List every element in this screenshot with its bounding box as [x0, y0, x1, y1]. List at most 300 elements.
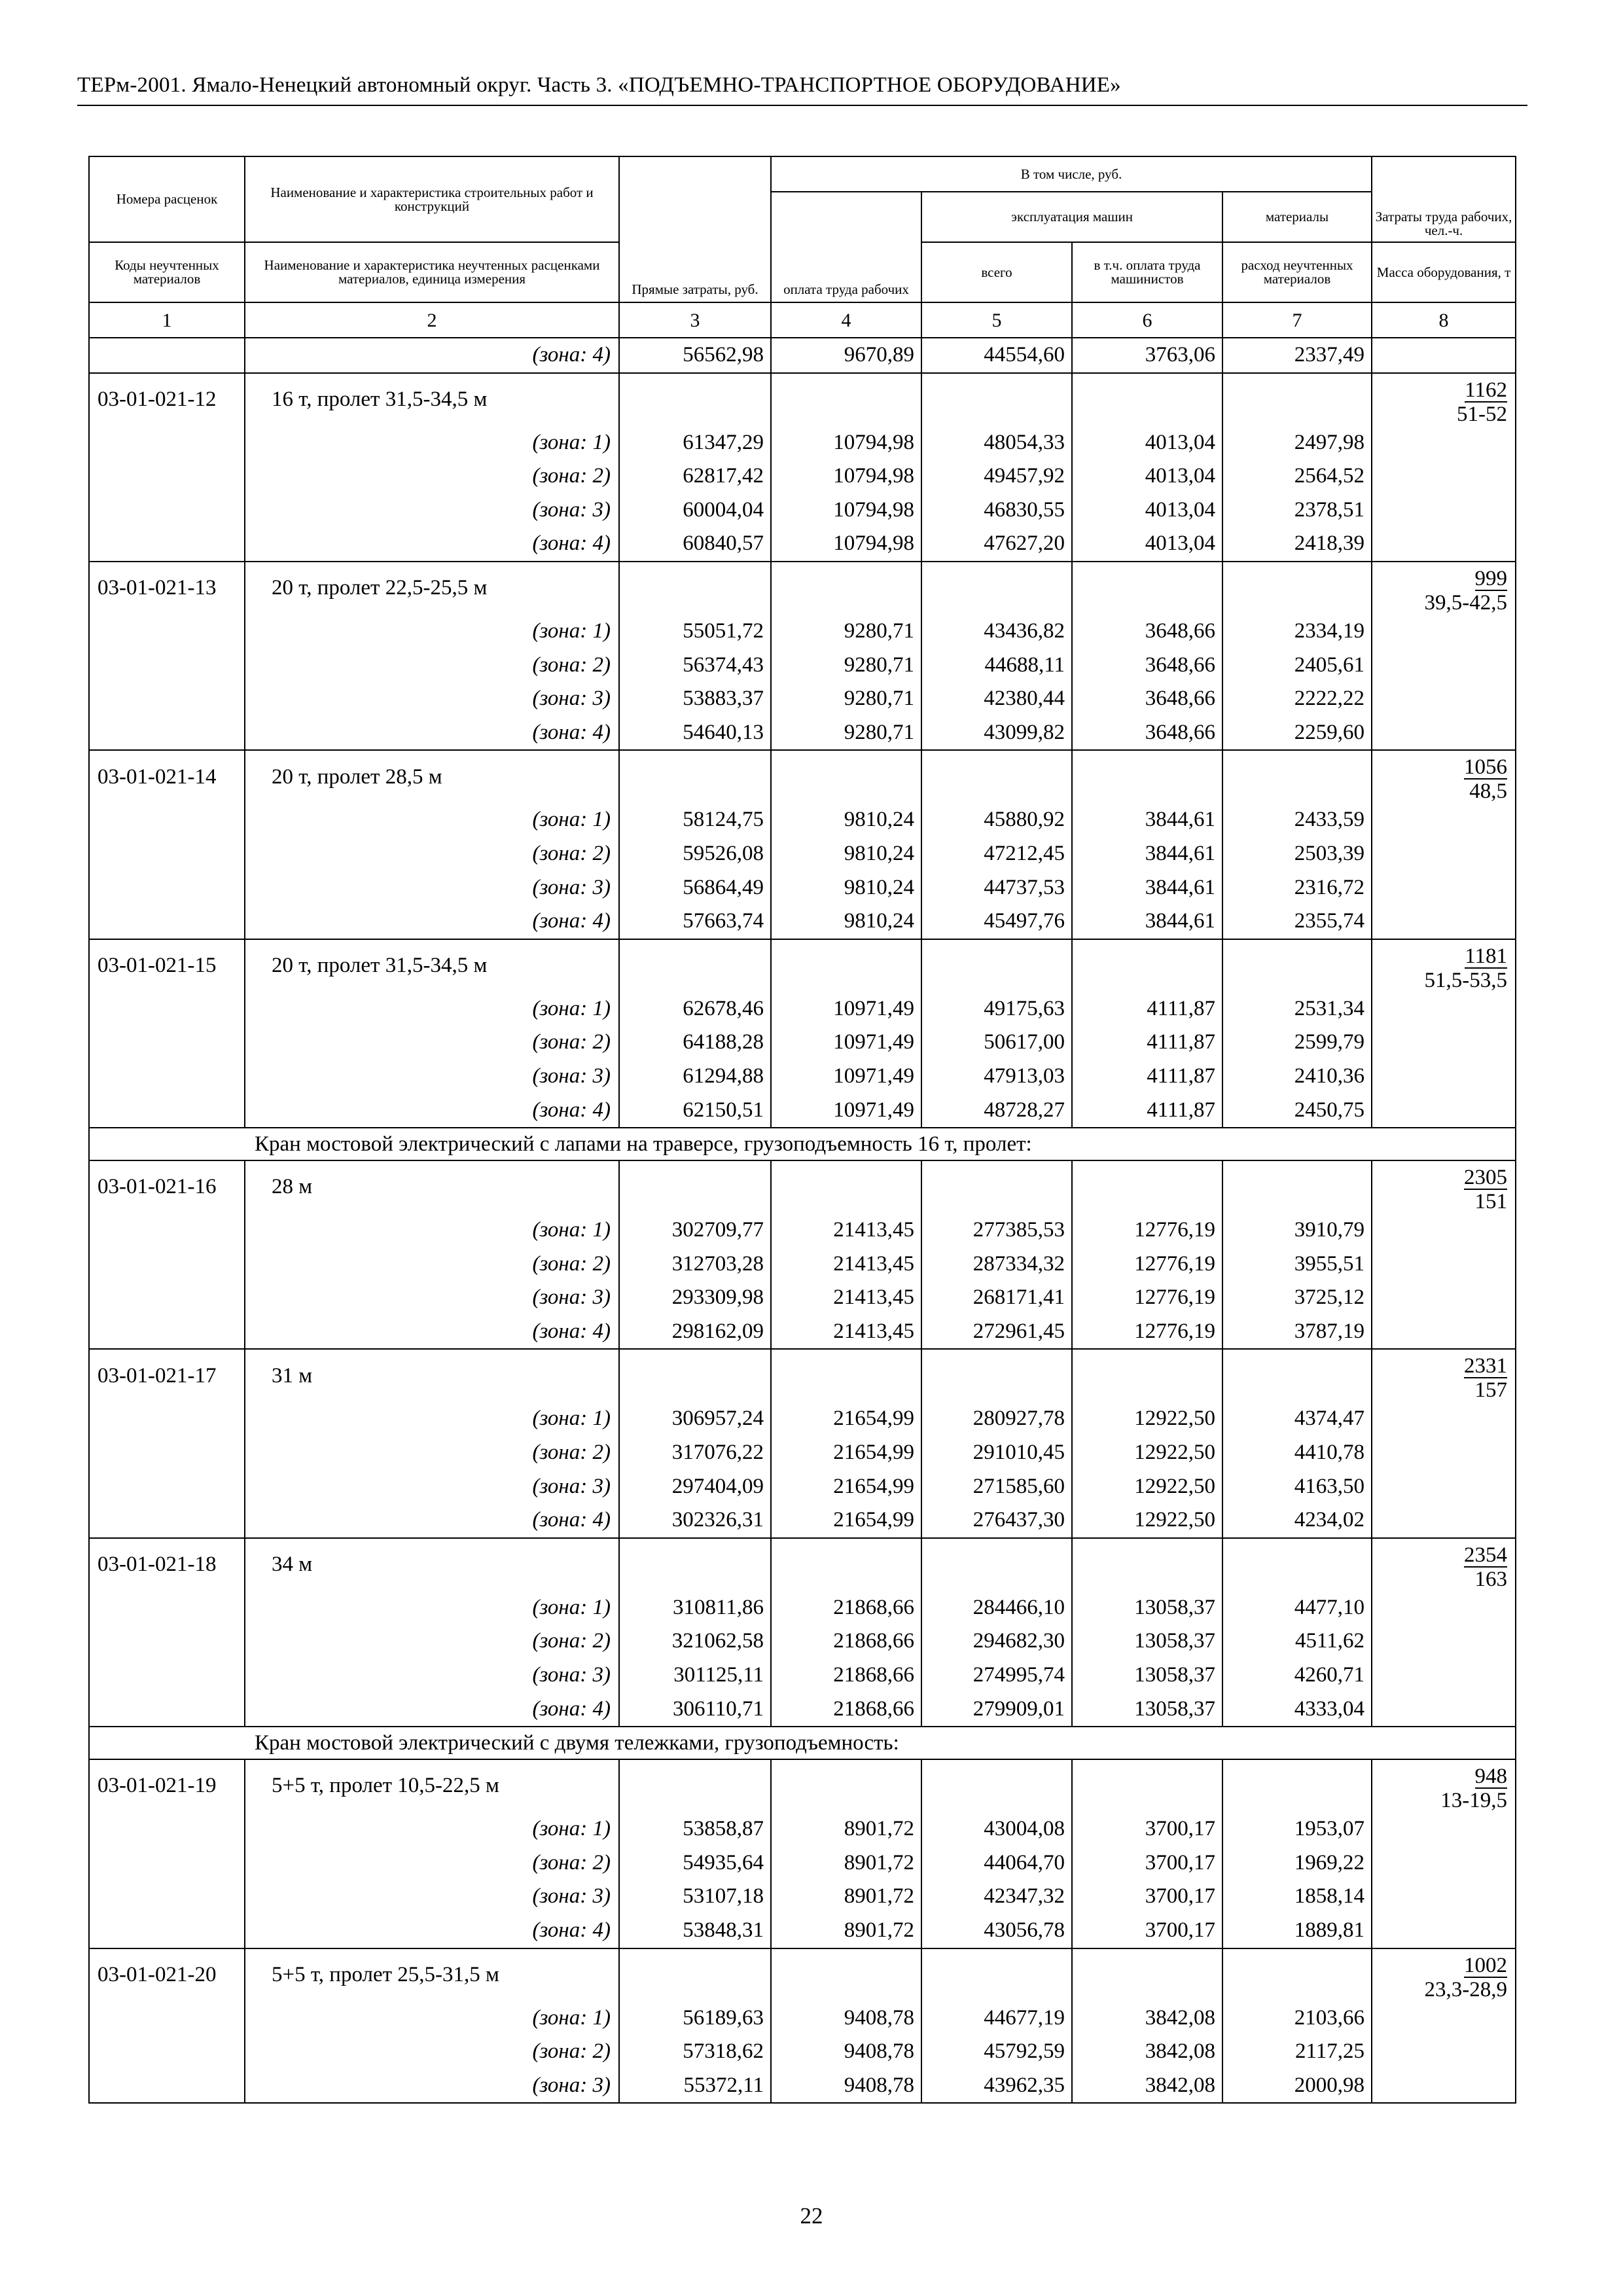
- zone-label: (зона: 3): [245, 1060, 619, 1094]
- materials-cost: 2103,66: [1222, 2001, 1372, 2036]
- rate-code: 03-01-021-14: [89, 750, 245, 803]
- labor-hours: 2305: [1464, 1161, 1507, 1190]
- materials-cost: 2418,39: [1222, 527, 1372, 562]
- col-number: 4: [771, 302, 921, 338]
- section-row: [89, 1727, 1516, 1759]
- empty-cell: [89, 1693, 245, 1727]
- machines-cost: 43436,82: [921, 615, 1072, 649]
- empty-cell: [1372, 1914, 1516, 1948]
- labor-cost: 9810,24: [771, 803, 921, 837]
- empty-cell: [89, 493, 245, 528]
- labor-cost: 9280,71: [771, 716, 921, 751]
- rate-code: 03-01-021-19: [89, 1759, 245, 1812]
- empty-cell: [1372, 1436, 1516, 1470]
- empty-cell: [619, 1948, 771, 2001]
- empty-cell: [771, 1349, 921, 1402]
- machines-cost: 48054,33: [921, 426, 1072, 460]
- zone-row: [89, 837, 1516, 871]
- machines-cost: 47913,03: [921, 1060, 1072, 1094]
- empty-cell: [1372, 1693, 1516, 1727]
- machines-cost: 44064,70: [921, 1846, 1072, 1880]
- empty-cell: [1222, 1948, 1372, 2001]
- labor-mass-cell: [1372, 1349, 1516, 1402]
- empty-cell: [1372, 1880, 1516, 1914]
- zone-label: (зона: 3): [245, 2069, 619, 2104]
- labor-hours: 2354: [1464, 1539, 1507, 1568]
- col2-top-header: Наименование и характеристика строительных работ и конструкций: [245, 156, 619, 242]
- direct-cost: 60840,57: [619, 527, 771, 562]
- rate-name: 28 м: [245, 1160, 619, 1213]
- empty-cell: [1372, 871, 1516, 905]
- materials-cost: 1969,22: [1222, 1846, 1372, 1880]
- empty-cell: [1372, 2001, 1516, 2036]
- machines-cost: 271585,60: [921, 1470, 1072, 1504]
- machinists-cost: 4111,87: [1072, 1094, 1222, 1128]
- empty-cell: [1072, 1948, 1222, 2001]
- col-number: 7: [1222, 302, 1372, 338]
- zone-row: [89, 649, 1516, 683]
- rate-name: 5+5 т, пролет 10,5-22,5 м: [245, 1759, 619, 1812]
- zone-label: (зона: 2): [245, 649, 619, 683]
- materials-cost: 4477,10: [1222, 1591, 1372, 1625]
- empty-cell: [89, 1846, 245, 1880]
- item-row: [89, 939, 1516, 992]
- zone-row: [89, 1402, 1516, 1436]
- empty-cell: [1372, 1470, 1516, 1504]
- machinists-cost: 13058,37: [1072, 1624, 1222, 1659]
- zone-row: [89, 1060, 1516, 1094]
- zone-label: (зона: 1): [245, 992, 619, 1026]
- empty-cell: [1372, 2069, 1516, 2104]
- empty-cell: [1072, 1538, 1222, 1591]
- labor-cost: 21654,99: [771, 1503, 921, 1538]
- zone-label: (зона: 1): [245, 1402, 619, 1436]
- zone-row: [89, 338, 1516, 373]
- direct-cost: 321062,58: [619, 1624, 771, 1659]
- empty-cell: [89, 1914, 245, 1948]
- machines-cost: 47212,45: [921, 837, 1072, 871]
- zone-label: (зона: 4): [245, 716, 619, 751]
- labor-cost: 21654,99: [771, 1436, 921, 1470]
- direct-cost: 56562,98: [619, 338, 771, 373]
- direct-cost: 55372,11: [619, 2069, 771, 2104]
- materials-cost: 2000,98: [1222, 2069, 1372, 2104]
- machines-cost: 42347,32: [921, 1880, 1072, 1914]
- direct-cost: 61294,88: [619, 1060, 771, 1094]
- empty-cell: [89, 527, 245, 562]
- labor-hours: 2331: [1464, 1350, 1507, 1378]
- zone-label: (зона: 2): [245, 459, 619, 493]
- zone-label: (зона: 3): [245, 1470, 619, 1504]
- materials-cost: 2259,60: [1222, 716, 1372, 751]
- direct-cost: 56374,43: [619, 649, 771, 683]
- zone-row: [89, 426, 1516, 460]
- empty-cell: [1222, 1759, 1372, 1812]
- labor-mass-cell: [1372, 562, 1516, 615]
- zone-row: [89, 1846, 1516, 1880]
- in-total-header: В том числе, руб.: [771, 156, 1372, 192]
- empty-cell: [1372, 459, 1516, 493]
- labor-cost: 21868,66: [771, 1693, 921, 1727]
- zone-label: (зона: 3): [245, 1659, 619, 1693]
- labor-hours: 948: [1475, 1760, 1508, 1789]
- materials-cost: 2337,49: [1222, 338, 1372, 373]
- page-header: ТЕРм-2001. Ямало-Ненецкий автономный округ. Часть 3. «ПОДЪЕМНО-ТРАНСПОРТНОЕ ОБОРУДОВАНИЕ»: [77, 73, 1121, 97]
- empty-cell: [921, 373, 1072, 426]
- labor-cost: 9280,71: [771, 615, 921, 649]
- labor-mass-cell: [1372, 1160, 1516, 1213]
- empty-cell: [1222, 373, 1372, 426]
- machines-cost: 277385,53: [921, 1213, 1072, 1247]
- empty-cell: [1222, 1349, 1372, 1402]
- labor-cost: 9280,71: [771, 649, 921, 683]
- materials-cost: 2405,61: [1222, 649, 1372, 683]
- col-number: 1: [89, 302, 245, 338]
- empty-cell: [89, 716, 245, 751]
- machinists-cost: 3700,17: [1072, 1880, 1222, 1914]
- empty-cell: [771, 1948, 921, 2001]
- machinists-cost: 4111,87: [1072, 1060, 1222, 1094]
- machines-cost: 279909,01: [921, 1693, 1072, 1727]
- machines-cost: 287334,32: [921, 1247, 1072, 1282]
- machines-cost: 47627,20: [921, 527, 1072, 562]
- empty-cell: [89, 1659, 245, 1693]
- materials-cost: 4234,02: [1222, 1503, 1372, 1538]
- equipment-mass: 51-52: [1457, 402, 1508, 426]
- labor-cost: 8901,72: [771, 1846, 921, 1880]
- labor-mass-cell: [1372, 939, 1516, 992]
- machines-cost: 280927,78: [921, 1402, 1072, 1436]
- zone-label: (зона: 2): [245, 1846, 619, 1880]
- zone-row: [89, 1591, 1516, 1625]
- rate-name: 20 т, пролет 22,5-25,5 м: [245, 562, 619, 615]
- machinists-cost: 12922,50: [1072, 1503, 1222, 1538]
- empty-cell: [1372, 1281, 1516, 1315]
- direct-cost: 297404,09: [619, 1470, 771, 1504]
- empty-cell: [619, 1538, 771, 1591]
- direct-cost: 306957,24: [619, 1402, 771, 1436]
- empty-cell: [89, 1402, 245, 1436]
- direct-cost: 302709,77: [619, 1213, 771, 1247]
- col1-top-header: Номера расценок: [89, 156, 245, 242]
- col1-bottom-header: Коды неучтенных материалов: [89, 242, 245, 302]
- direct-cost: 301125,11: [619, 1659, 771, 1693]
- item-row: [89, 562, 1516, 615]
- materials-cost: 1889,81: [1222, 1914, 1372, 1948]
- direct-cost: 56189,63: [619, 2001, 771, 2036]
- empty-cell: [1372, 1402, 1516, 1436]
- equipment-mass: 151: [1474, 1190, 1508, 1214]
- empty-cell: [1372, 2035, 1516, 2069]
- zone-label: (зона: 4): [245, 338, 619, 373]
- zone-label: (зона: 2): [245, 1624, 619, 1659]
- empty-cell: [1372, 682, 1516, 716]
- machinists-cost: 4013,04: [1072, 493, 1222, 528]
- labor-cost: 9408,78: [771, 2001, 921, 2036]
- empty-cell: [1072, 1160, 1222, 1213]
- direct-cost: 62678,46: [619, 992, 771, 1026]
- machines-cost: 43099,82: [921, 716, 1072, 751]
- section-title: Кран мостовой электрический с лапами на траверсе, грузоподъемность 16 т, пролет:: [89, 1128, 1516, 1160]
- zone-label: (зона: 3): [245, 682, 619, 716]
- zone-row: [89, 1094, 1516, 1128]
- zone-label: (зона: 4): [245, 1315, 619, 1350]
- machinists-cost: 3700,17: [1072, 1914, 1222, 1948]
- direct-cost: 62150,51: [619, 1094, 771, 1128]
- empty-cell: [1222, 939, 1372, 992]
- empty-cell: [1372, 1026, 1516, 1060]
- machines-total-header: всего: [921, 242, 1072, 302]
- zone-label: (зона: 4): [245, 1094, 619, 1128]
- machines-cost: 44677,19: [921, 2001, 1072, 2036]
- direct-cost: 310811,86: [619, 1591, 771, 1625]
- machines-cost: 43962,35: [921, 2069, 1072, 2104]
- labor-cost: 21654,99: [771, 1470, 921, 1504]
- empty-cell: [89, 649, 245, 683]
- materials-cost: 3787,19: [1222, 1315, 1372, 1350]
- empty-cell: [1222, 562, 1372, 615]
- rate-name: 31 м: [245, 1349, 619, 1402]
- machinists-cost: 13058,37: [1072, 1693, 1222, 1727]
- zone-row: [89, 2001, 1516, 2036]
- machinists-cost: 3648,66: [1072, 649, 1222, 683]
- col8-bottom-header: Масса оборудования, т: [1372, 242, 1516, 302]
- machinists-cost: 12922,50: [1072, 1402, 1222, 1436]
- labor-mass-cell: [1372, 1759, 1516, 1812]
- rate-code: 03-01-021-17: [89, 1349, 245, 1402]
- table-header: [89, 156, 1516, 338]
- zone-row: [89, 1914, 1516, 1948]
- zone-row: [89, 493, 1516, 528]
- rate-code: 03-01-021-16: [89, 1160, 245, 1213]
- empty-cell: [1372, 1591, 1516, 1625]
- empty-cell: [89, 1247, 245, 1282]
- item-row: [89, 1948, 1516, 2001]
- machinists-cost: 13058,37: [1072, 1591, 1222, 1625]
- direct-cost: 57318,62: [619, 2035, 771, 2069]
- direct-cost: 53858,87: [619, 1812, 771, 1846]
- labor-cost: 9810,24: [771, 871, 921, 905]
- empty-cell: [89, 1812, 245, 1846]
- empty-cell: [1372, 1094, 1516, 1128]
- labor-cost: 9280,71: [771, 682, 921, 716]
- labor-cost: 10971,49: [771, 1026, 921, 1060]
- empty-cell: [1372, 992, 1516, 1026]
- machinists-cost: 3700,17: [1072, 1812, 1222, 1846]
- materials-cost: 4374,47: [1222, 1402, 1372, 1436]
- machinists-cost: 3648,66: [1072, 615, 1222, 649]
- zone-row: [89, 803, 1516, 837]
- empty-cell: [89, 2069, 245, 2104]
- zone-label: (зона: 3): [245, 1880, 619, 1914]
- rate-code: 03-01-021-12: [89, 373, 245, 426]
- col-number: 8: [1372, 302, 1516, 338]
- labor-hours: 1056: [1464, 751, 1507, 780]
- empty-cell: [1372, 1503, 1516, 1538]
- empty-cell: [1222, 1160, 1372, 1213]
- labor-cost: 9670,89: [771, 338, 921, 373]
- empty-cell: [1072, 939, 1222, 992]
- empty-cell: [1222, 1538, 1372, 1591]
- machines-cost: 44554,60: [921, 338, 1072, 373]
- labor-cost: 21413,45: [771, 1281, 921, 1315]
- zone-row: [89, 1213, 1516, 1247]
- machines-cost: 43004,08: [921, 1812, 1072, 1846]
- direct-cost: 312703,28: [619, 1247, 771, 1282]
- materials-header: материалы: [1222, 192, 1372, 242]
- machinists-cost: 3842,08: [1072, 2069, 1222, 2104]
- machinists-cost: 4111,87: [1072, 1026, 1222, 1060]
- materials-cost: 2531,34: [1222, 992, 1372, 1026]
- machines-cost: 43056,78: [921, 1914, 1072, 1948]
- materials-unacc-header: расход неучтенных материалов: [1222, 242, 1372, 302]
- empty-cell: [921, 939, 1072, 992]
- materials-cost: 3910,79: [1222, 1213, 1372, 1247]
- direct-cost: 64188,28: [619, 1026, 771, 1060]
- empty-cell: [1372, 1812, 1516, 1846]
- zone-row: [89, 527, 1516, 562]
- rate-name: 34 м: [245, 1538, 619, 1591]
- labor-cost: 9408,78: [771, 2069, 921, 2104]
- machinists-cost: 12922,50: [1072, 1436, 1222, 1470]
- machinists-cost: 4013,04: [1072, 426, 1222, 460]
- machinists-cost: 3700,17: [1072, 1846, 1222, 1880]
- materials-cost: 2599,79: [1222, 1026, 1372, 1060]
- empty-cell: [921, 562, 1072, 615]
- empty-cell: [1372, 1315, 1516, 1350]
- empty-cell: [1372, 527, 1516, 562]
- equipment-mass: 13-19,5: [1440, 1789, 1508, 1813]
- materials-cost: 2334,19: [1222, 615, 1372, 649]
- rates-table: [88, 156, 1516, 2104]
- empty-cell: [1072, 1349, 1222, 1402]
- machinists-cost: 3844,61: [1072, 803, 1222, 837]
- labor-cost: 10971,49: [771, 1060, 921, 1094]
- materials-cost: 4410,78: [1222, 1436, 1372, 1470]
- machines-cost: 49175,63: [921, 992, 1072, 1026]
- zone-row: [89, 2035, 1516, 2069]
- empty-cell: [1222, 750, 1372, 803]
- machines-cost: 44737,53: [921, 871, 1072, 905]
- direct-cost: 61347,29: [619, 426, 771, 460]
- direct-cost: 293309,98: [619, 1281, 771, 1315]
- machinists-cost: 12776,19: [1072, 1315, 1222, 1350]
- rate-code: 03-01-021-15: [89, 939, 245, 992]
- labor-cost: 8901,72: [771, 1880, 921, 1914]
- direct-cost: 60004,04: [619, 493, 771, 528]
- item-row: [89, 373, 1516, 426]
- labor-cost: 21868,66: [771, 1659, 921, 1693]
- machinists-cost: 3763,06: [1072, 338, 1222, 373]
- labor-cost: 10971,49: [771, 1094, 921, 1128]
- empty-cell: [921, 1160, 1072, 1213]
- empty-cell: [1372, 1624, 1516, 1659]
- labor-cost: 10794,98: [771, 459, 921, 493]
- empty-cell: [619, 1160, 771, 1213]
- empty-cell: [1372, 493, 1516, 528]
- zone-row: [89, 871, 1516, 905]
- materials-cost: 2433,59: [1222, 803, 1372, 837]
- labor-hours: 1002: [1464, 1949, 1507, 1978]
- direct-cost: 53107,18: [619, 1880, 771, 1914]
- zone-row: [89, 992, 1516, 1026]
- empty-cell: [771, 1538, 921, 1591]
- machinists-cost: 12776,19: [1072, 1213, 1222, 1247]
- labor-mass-cell: [1372, 373, 1516, 426]
- direct-cost: 54640,13: [619, 716, 771, 751]
- zone-row: [89, 1281, 1516, 1315]
- machines-cost: 50617,00: [921, 1026, 1072, 1060]
- zone-label: (зона: 4): [245, 1914, 619, 1948]
- empty-cell: [1372, 837, 1516, 871]
- labor-cost: 8901,72: [771, 1812, 921, 1846]
- empty-cell: [1372, 426, 1516, 460]
- direct-cost: 53848,31: [619, 1914, 771, 1948]
- labor-cost: 21413,45: [771, 1315, 921, 1350]
- labor-cost: 21413,45: [771, 1213, 921, 1247]
- empty-cell: [89, 1213, 245, 1247]
- materials-cost: 2497,98: [1222, 426, 1372, 460]
- zone-label: (зона: 2): [245, 2035, 619, 2069]
- empty-cell: [921, 750, 1072, 803]
- materials-cost: 3725,12: [1222, 1281, 1372, 1315]
- labor-hours: 999: [1475, 562, 1508, 591]
- machines-cost: 45792,59: [921, 2035, 1072, 2069]
- section-row: [89, 1128, 1516, 1160]
- labor-cost: 10794,98: [771, 527, 921, 562]
- direct-cost: 55051,72: [619, 615, 771, 649]
- section-title: Кран мостовой электрический с двумя тележками, грузоподъемность:: [89, 1727, 1516, 1759]
- zone-label: (зона: 1): [245, 803, 619, 837]
- rate-code: 03-01-021-18: [89, 1538, 245, 1591]
- labor-cost: 21868,66: [771, 1591, 921, 1625]
- labor-mass-cell: [1372, 1948, 1516, 2001]
- item-row: [89, 1538, 1516, 1591]
- item-row: [89, 1160, 1516, 1213]
- machines-header: эксплуатация машин: [921, 192, 1222, 242]
- machinists-cost: 3842,08: [1072, 2035, 1222, 2069]
- equipment-mass: 39,5-42,5: [1424, 590, 1508, 615]
- materials-cost: 3955,51: [1222, 1247, 1372, 1282]
- materials-cost: 2316,72: [1222, 871, 1372, 905]
- item-row: [89, 1349, 1516, 1402]
- col-number: 3: [619, 302, 771, 338]
- empty-cell: [619, 1349, 771, 1402]
- zone-row: [89, 1812, 1516, 1846]
- empty-cell: [1372, 1213, 1516, 1247]
- page-number: 22: [800, 2203, 823, 2229]
- machinists-cost: 3844,61: [1072, 837, 1222, 871]
- empty-cell: [1372, 716, 1516, 751]
- labor-cost: 10794,98: [771, 493, 921, 528]
- machines-cost: 294682,30: [921, 1624, 1072, 1659]
- col-number: 5: [921, 302, 1072, 338]
- empty-cell: [89, 338, 245, 373]
- rate-name: 20 т, пролет 31,5-34,5 м: [245, 939, 619, 992]
- empty-cell: [1372, 1659, 1516, 1693]
- empty-cell: [89, 1624, 245, 1659]
- empty-cell: [1072, 750, 1222, 803]
- labor-header: оплата труда рабочих: [771, 192, 921, 302]
- col8-top-header: Затраты труда рабочих, чел.-ч.: [1372, 156, 1516, 242]
- zone-label: (зона: 1): [245, 615, 619, 649]
- empty-cell: [1372, 803, 1516, 837]
- empty-cell: [1372, 615, 1516, 649]
- col-number: 6: [1072, 302, 1222, 338]
- zone-row: [89, 1247, 1516, 1282]
- machines-cost: 45880,92: [921, 803, 1072, 837]
- item-row: [89, 750, 1516, 803]
